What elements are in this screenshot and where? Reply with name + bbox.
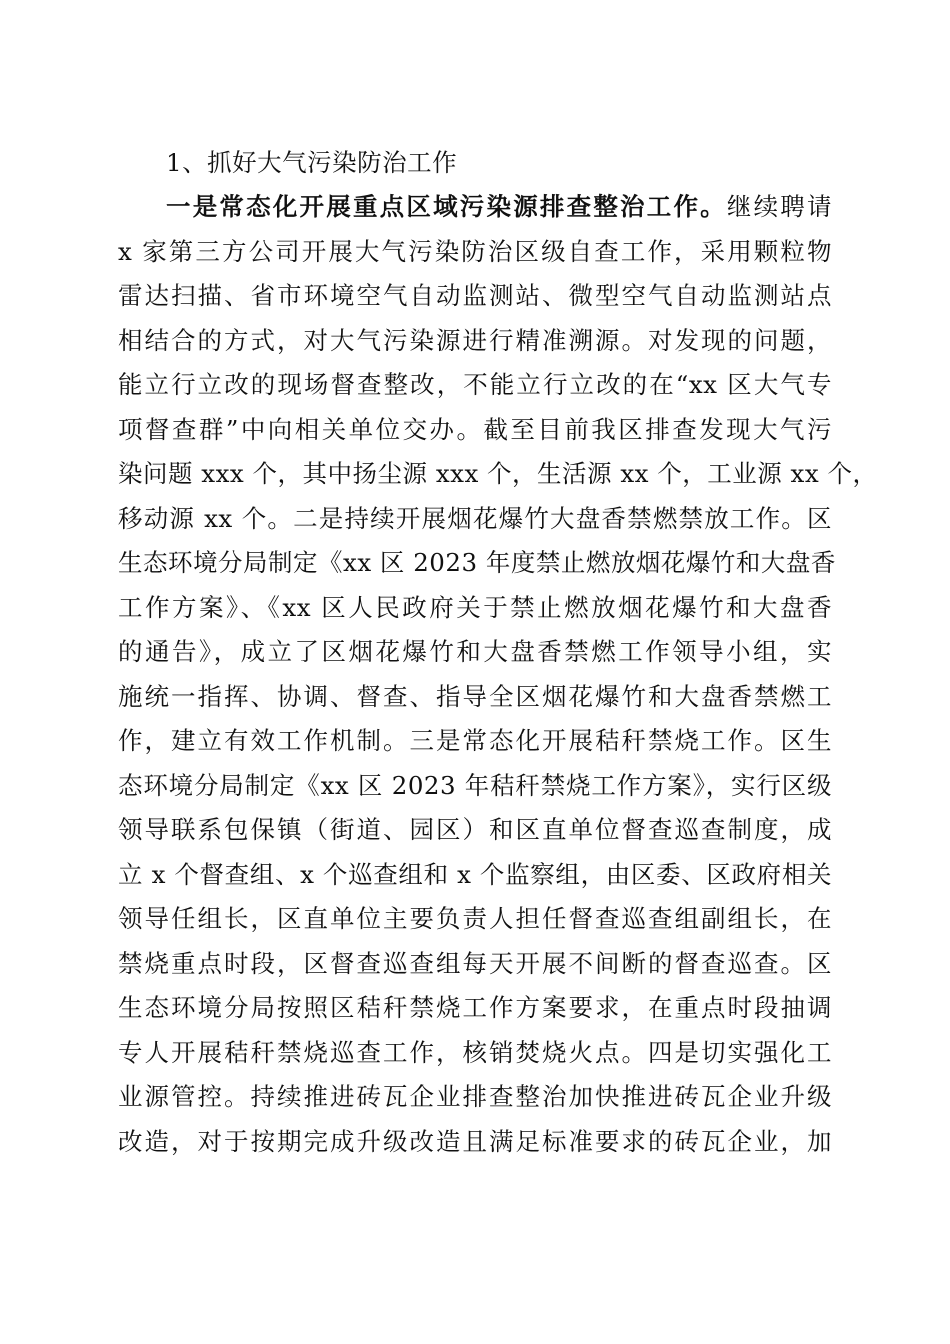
paragraph-line: 项督查群”中向相关单位交办。截至目前我区排查发现大气污 [118, 415, 832, 444]
paragraph-line: 领导任组长，区直单位主要负责人担任督查巡查组副组长，在 [118, 904, 832, 933]
paragraph-line: 移动源 xx 个。二是持续开展烟花爆竹大盘香禁燃禁放工作。区 [118, 504, 832, 533]
paragraph-line: 禁烧重点时段，区督查巡查组每天开展不间断的督查巡查。区 [118, 949, 832, 978]
paragraph-line: 的通告》，成立了区烟花爆竹和大盘香禁燃工作领导小组，实 [118, 637, 832, 666]
line-continuation: 继续聘请 [726, 192, 832, 221]
paragraph-line: 改造，对于按期完成升级改造且满足标准要求的砖瓦企业，加 [118, 1127, 832, 1156]
paragraph-line: 立 x 个督查组、x 个巡查组和 x 个监察组，由区委、区政府相关 [118, 860, 832, 889]
paragraph-line: 专人开展秸秆禁烧巡查工作，核销焚烧火点。四是切实强化工 [118, 1038, 832, 1067]
paragraph-line: 相结合的方式，对大气污染源进行精准溯源。对发现的问题， [118, 326, 832, 355]
paragraph-line: 作，建立有效工作机制。三是常态化开展秸秆禁烧工作。区生 [118, 726, 832, 755]
paragraph-line [166, 187, 832, 227]
paragraph-line: 工作方案》、《xx 区人民政府关于禁止燃放烟花爆竹和大盘香 [118, 593, 832, 622]
paragraph-line: 能立行立改的现场督查整改，不能立行立改的在“xx 区大气专 [118, 370, 832, 399]
paragraph-line: 业源管控。持续推进砖瓦企业排查整治加快推进砖瓦企业升级 [118, 1082, 832, 1111]
paragraph-line: 生态环境分局制定《xx 区 2023 年度禁止燃放烟花爆竹和大盘香 [118, 548, 836, 577]
paragraph-line: 领导联系包保镇（街道、园区）和区直单位督查巡查制度，成 [118, 815, 832, 844]
section-heading: 1、抓好大气污染防治工作 [166, 148, 458, 177]
paragraph-line: 施统一指挥、协调、督查、指导全区烟花爆竹和大盘香禁燃工 [118, 682, 832, 711]
bold-lead-sentence: 一是常态化开展重点区域污染源排查整治工作。 [166, 192, 727, 221]
paragraph-line: 态环境分局制定《xx 区 2023 年秸秆禁烧工作方案》，实行区级 [118, 771, 832, 800]
paragraph-line: 染问题 xxx 个，其中扬尘源 xxx 个，生活源 xx 个，工业源 xx 个， [118, 459, 878, 488]
paragraph-line: 雷达扫描、省市环境空气自动监测站、微型空气自动监测站点 [118, 281, 832, 310]
paragraph-line: x 家第三方公司开展大气污染防治区级自查工作，采用颗粒物 [118, 237, 832, 266]
paragraph-line: 生态环境分局按照区秸秆禁烧工作方案要求，在重点时段抽调 [118, 993, 832, 1022]
